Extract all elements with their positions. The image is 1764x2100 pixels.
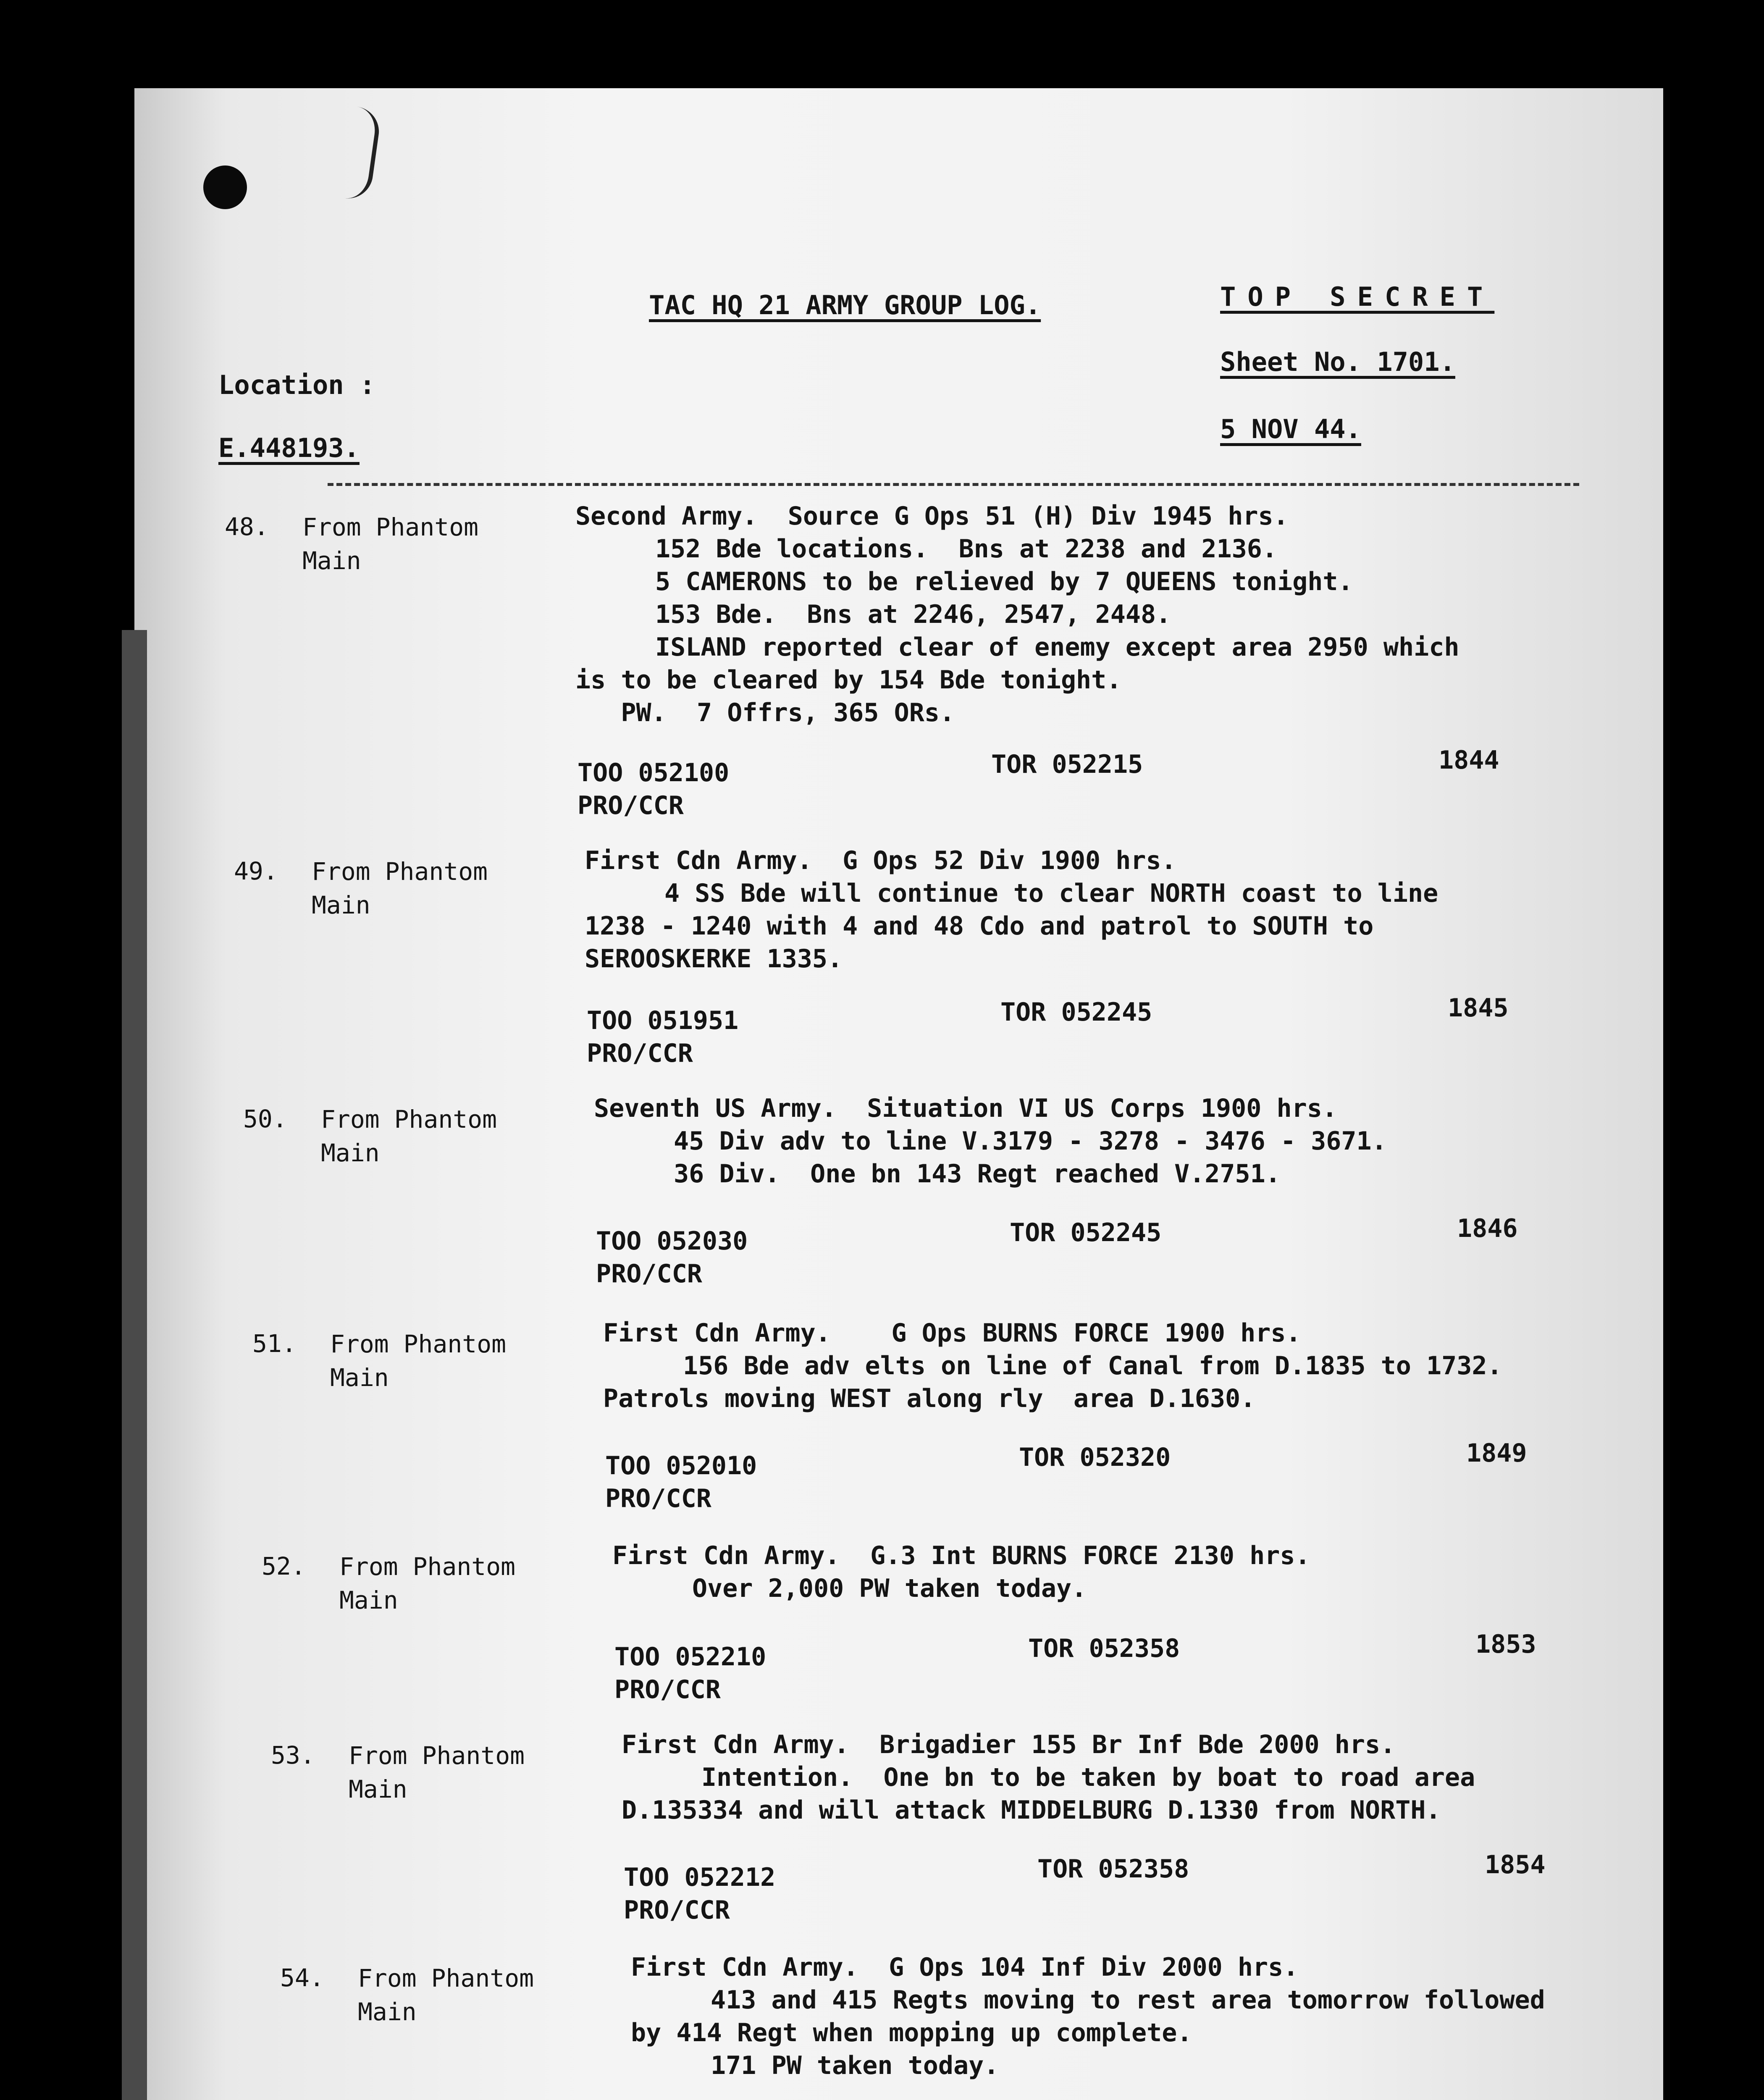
location-value: E.448193. (218, 433, 360, 463)
message-line: ISLAND reported clear of enemy except area 2950 which (655, 633, 1460, 662)
message-line: 156 Bde adv elts on line of Canal from D.1835 to 1732. (683, 1351, 1502, 1381)
message-line: First Cdn Army. G Ops 104 Inf Div 2000 hrs. (631, 1953, 1299, 1982)
message-line: Patrols moving WEST along rly area D.1630. (603, 1384, 1256, 1413)
entry-message (622, 1728, 1475, 1827)
message-line: 36 Div. One bn 143 Regt reached V.2751. (674, 1159, 1281, 1189)
serial-number: 1853 (1475, 1630, 1536, 1659)
time-of-receipt: TOR 052320 (1019, 1443, 1171, 1472)
time-of-origin: TOO 052212 (624, 1863, 776, 1892)
message-line: 4 SS Bde will continue to clear NORTH coast to line (664, 879, 1438, 908)
message-line: is to be cleared by 154 Bde tonight. (575, 665, 1122, 695)
message-line: First Cdn Army. G Ops BURNS FORCE 1900 hrs. (603, 1318, 1301, 1348)
processing-code: PRO/CCR (587, 1039, 693, 1068)
entry-source: From Phantom Main (302, 513, 479, 575)
time-of-receipt: TOR 052358 (1028, 1634, 1180, 1663)
entry-message (594, 1092, 1387, 1190)
sheet-number: Sheet No. 1701. (1220, 346, 1455, 377)
time-of-origin: TOO 051951 (587, 1006, 739, 1035)
serial-number: 1846 (1457, 1214, 1518, 1243)
time-of-origin: TOO 052030 (596, 1226, 748, 1256)
entry-source: From Phantom Main (330, 1330, 507, 1392)
entry-number: 48. (225, 512, 269, 541)
message-line: First Cdn Army. G.3 Int BURNS FORCE 2130 hrs. (612, 1541, 1310, 1570)
entry-source: From Phantom Main (312, 857, 488, 919)
entry-message (575, 500, 1460, 729)
message-line: First Cdn Army. Brigadier 155 Br Inf Bde 2000 hrs. (622, 1730, 1396, 1759)
classification-marking: TOP SECRET (1220, 281, 1495, 312)
processing-code: PRO/CCR (624, 1895, 730, 1925)
entry-source: From Phantom Main (358, 1964, 534, 2026)
log-title: TAC HQ 21 ARMY GROUP LOG. (649, 290, 1041, 320)
message-line: 1238 - 1240 with 4 and 48 Cdo and patrol to SOUTH to (585, 911, 1374, 941)
entry-number: 51. (252, 1329, 297, 1358)
message-line: 413 and 415 Regts moving to rest area tomorrow followed (711, 1985, 1545, 2015)
time-of-receipt: TOR 052215 (991, 750, 1143, 779)
time-of-origin: TOO 052100 (578, 758, 730, 788)
entry-source: From Phantom Main (321, 1105, 497, 1167)
message-line: 45 Div adv to line V.3179 - 3278 - 3476 - 3671. (674, 1126, 1387, 1156)
time-of-origin: TOO 052010 (605, 1451, 757, 1480)
entry-source: From Phantom Main (339, 1552, 516, 1614)
entry-number: 49. (234, 857, 278, 885)
binder-hole (203, 165, 247, 209)
message-line: Seventh US Army. Situation VI US Corps 1900 hrs. (594, 1094, 1338, 1123)
message-line: 171 PW taken today. (711, 2051, 999, 2080)
processing-code: PRO/CCR (605, 1484, 711, 1513)
serial-number: 1854 (1485, 1850, 1546, 1880)
page-edge-shadow (122, 630, 147, 2100)
time-of-receipt: TOR 052245 (1000, 998, 1152, 1027)
message-line: First Cdn Army. G Ops 52 Div 1900 hrs. (585, 846, 1176, 875)
processing-code: PRO/CCR (614, 1675, 721, 1704)
entry-message (585, 844, 1438, 975)
entry-number: 52. (262, 1552, 306, 1580)
time-of-origin: TOO 052210 (614, 1642, 766, 1672)
entry-number: 54. (280, 1964, 324, 1992)
time-of-receipt: TOR 052358 (1037, 1854, 1189, 1884)
log-date: 5 NOV 44. (1220, 414, 1361, 444)
location-label: Location : (218, 370, 375, 400)
message-line: 152 Bde locations. Bns at 2238 and 2136. (655, 534, 1278, 564)
message-line: by 414 Regt when mopping up complete. (631, 2018, 1192, 2048)
message-line: Over 2,000 PW taken today. (692, 1574, 1087, 1603)
message-line: PW. 7 Offrs, 365 ORs. (575, 698, 955, 727)
message-line: Second Army. Source G Ops 51 (H) Div 1945 hrs. (575, 501, 1289, 531)
entry-message (612, 1539, 1310, 1605)
entry-number: 50. (243, 1105, 287, 1133)
serial-number: 1844 (1438, 746, 1499, 775)
serial-number: 1849 (1466, 1438, 1527, 1468)
entry-message (603, 1317, 1502, 1415)
message-line: SEROOSKERKE 1335. (585, 944, 843, 974)
entry-source: From Phantom Main (349, 1741, 525, 1803)
processing-code: PRO/CCR (596, 1259, 702, 1289)
message-line: Intention. One bn to be taken by boat to road area (701, 1763, 1475, 1792)
processing-code: PRO/CCR (578, 791, 684, 820)
message-line: 5 CAMERONS to be relieved by 7 QUEENS tonight. (655, 567, 1353, 596)
serial-number: 1845 (1448, 993, 1509, 1023)
entry-message (631, 1951, 1545, 2082)
header-divider (328, 483, 1579, 486)
message-line: 153 Bde. Bns at 2246, 2547, 2448. (655, 600, 1171, 629)
time-of-receipt: TOR 052245 (1010, 1218, 1162, 1247)
message-line: D.135334 and will attack MIDDELBURG D.1330 from NORTH. (622, 1796, 1441, 1825)
entry-number: 53. (271, 1741, 315, 1769)
